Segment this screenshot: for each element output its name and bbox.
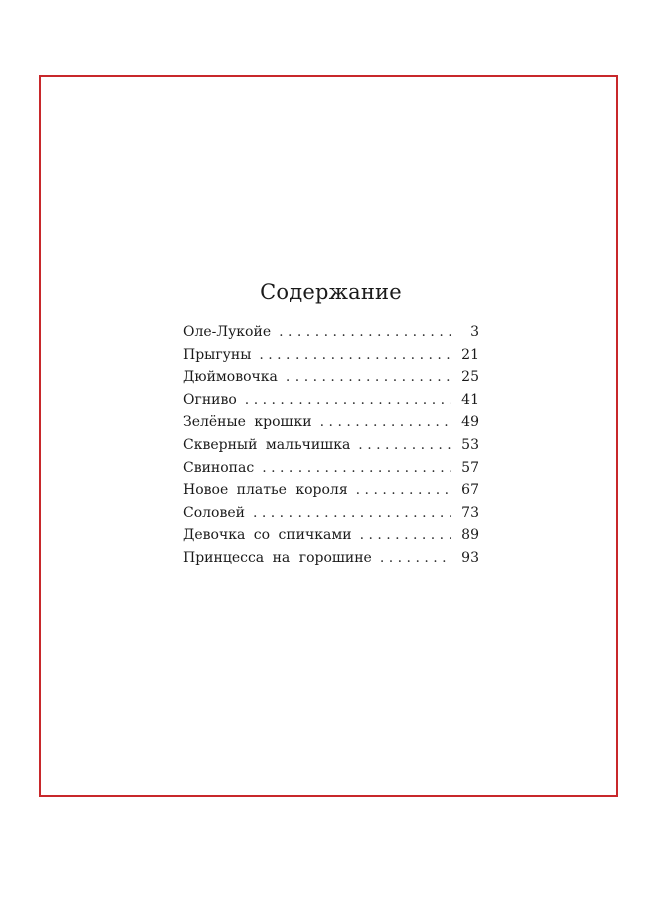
toc-entry-label: Огниво bbox=[183, 391, 237, 408]
toc-leader-dots bbox=[356, 482, 451, 498]
toc-entry-devochka-so-spichkami bbox=[183, 527, 479, 550]
toc-list bbox=[183, 324, 479, 573]
toc-leader-dots bbox=[380, 550, 451, 566]
toc-entry-page: 53 bbox=[461, 436, 479, 453]
toc-leader-dots bbox=[286, 369, 451, 385]
toc-leader-dots bbox=[320, 414, 451, 430]
toc-entry-page: 49 bbox=[461, 414, 479, 431]
toc-entry-label: Соловей bbox=[183, 504, 245, 521]
toc-entry-page: 3 bbox=[470, 324, 479, 340]
toc-entry-page: 89 bbox=[461, 527, 479, 544]
toc-leader-dots bbox=[358, 437, 451, 453]
table-of-contents bbox=[183, 280, 479, 573]
toc-entry-solovey bbox=[183, 505, 479, 528]
toc-leader-dots bbox=[259, 347, 451, 363]
toc-leader-dots bbox=[360, 527, 451, 543]
toc-leader-dots bbox=[279, 324, 451, 340]
toc-entry-ole-lukoie bbox=[183, 324, 479, 347]
toc-entry-label: Дюймовочка bbox=[183, 369, 278, 386]
toc-entry-prygunу bbox=[183, 347, 479, 370]
toc-entry-page: 21 bbox=[461, 346, 479, 363]
toc-entry-page: 41 bbox=[461, 391, 479, 408]
toc-entry-label: Зелёные крошки bbox=[183, 414, 312, 431]
toc-entry-label: Новое платье короля bbox=[183, 482, 348, 499]
toc-entry-skvernyy-malchishka bbox=[183, 437, 479, 460]
toc-leader-dots bbox=[253, 505, 451, 521]
toc-entry-label: Оле-Лукойе bbox=[183, 324, 272, 340]
toc-entry-label: Девочка со спичками bbox=[183, 527, 352, 544]
toc-entry-label: Принцесса на горошине bbox=[183, 549, 372, 566]
toc-entry-novoe-plate-korolya bbox=[183, 482, 479, 505]
toc-entry-zelenye-kroshki bbox=[183, 414, 479, 437]
toc-entry-ognivo bbox=[183, 392, 479, 415]
toc-entry-svinopas bbox=[183, 460, 479, 483]
toc-entry-page: 57 bbox=[461, 459, 479, 476]
toc-entry-page: 25 bbox=[461, 369, 479, 386]
toc-entry-page: 93 bbox=[461, 549, 479, 566]
toc-leader-dots bbox=[245, 392, 451, 408]
toc-entry-label: Скверный мальчишка bbox=[183, 436, 351, 453]
toc-entry-page: 67 bbox=[461, 482, 479, 499]
toc-entry-label: Прыгуны bbox=[183, 346, 252, 363]
toc-entry-duymovochka bbox=[183, 369, 479, 392]
toc-leader-dots bbox=[262, 460, 451, 476]
toc-entry-page: 73 bbox=[461, 504, 479, 521]
toc-entry-printsessa-na-goroshine bbox=[183, 550, 479, 573]
toc-entry-label: Свинопас bbox=[183, 459, 255, 476]
toc-title: Содержание bbox=[260, 280, 402, 304]
